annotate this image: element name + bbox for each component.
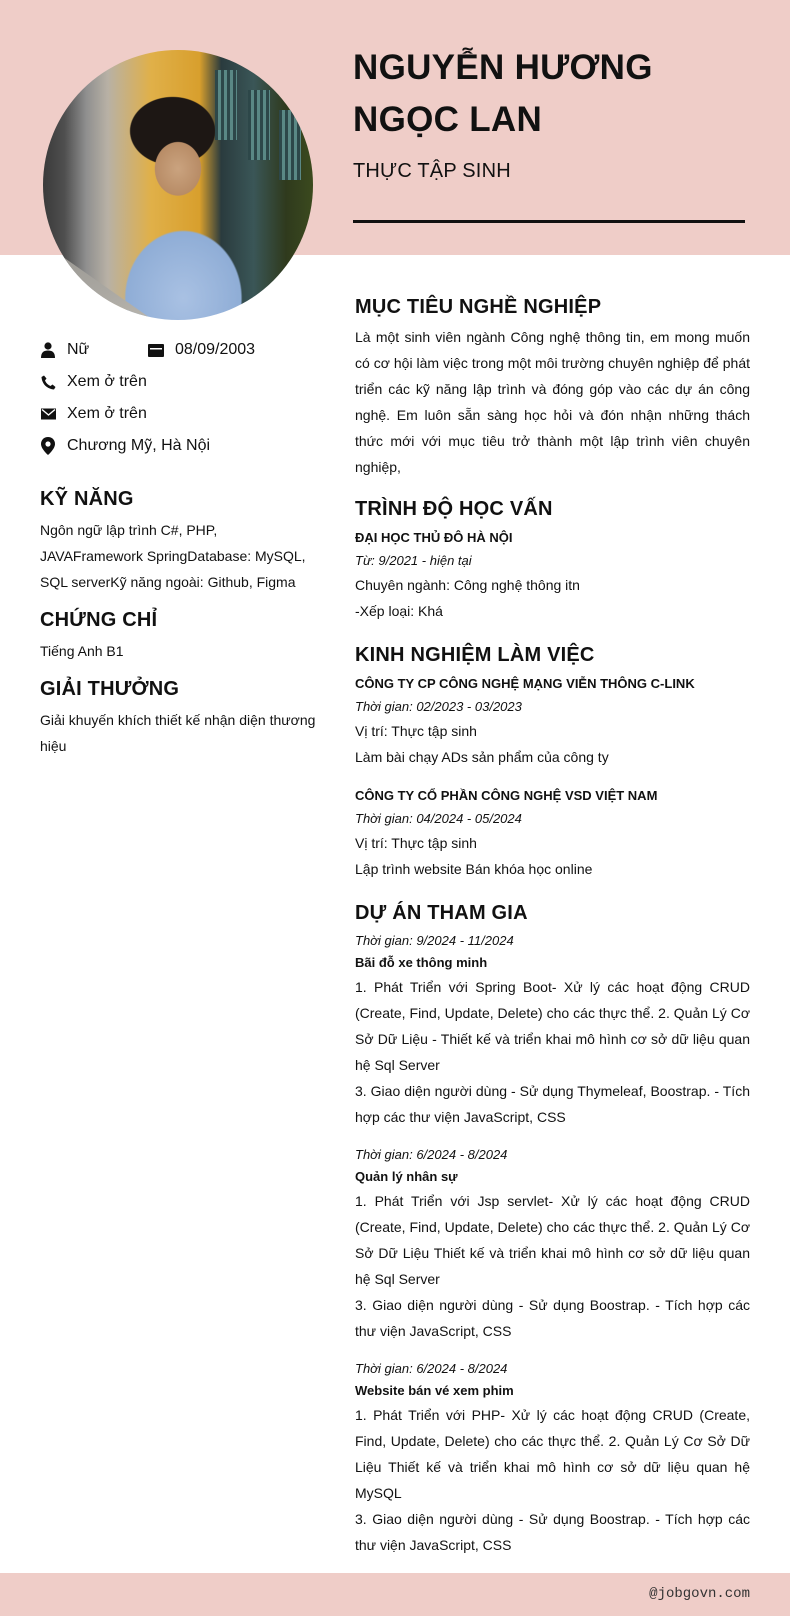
education-section: [355, 498, 750, 624]
address-value: Chương Mỹ, Hà Nội: [67, 437, 211, 454]
job-entry: [355, 784, 750, 882]
skills-text: Ngôn ngữ lập trình C#, PHP, JAVAFramework SpringDatabase: MySQL, SQL serverKỹ năng ngoài: Github, Figma: [40, 522, 306, 590]
project-detail: 3. Giao diện người dùng - Sử dụng Boostrap. - Tích hợp các thư viện JavaScript, CSS: [355, 1297, 750, 1339]
education-heading: TRÌNH ĐỘ HỌC VẤN: [355, 498, 553, 520]
person-icon: [40, 342, 56, 358]
certificates-heading: CHỨNG CHỈ: [40, 609, 158, 631]
candidate-name: NGUYỄN HƯƠNG NGỌC LAN: [353, 48, 653, 139]
project-detail: 1. Phát Triển với PHP- Xử lý các hoạt động CRUD (Create, Find, Update, Delete) cho các thực thể. 2. Quản Lý Cơ Sở Dữ Liệu Thiết kế và triển khai mô hình cơ sở dữ liệu quan hệ MySQL: [355, 1407, 750, 1501]
left-column: [40, 334, 320, 759]
skills-section: [40, 488, 320, 595]
skills-heading: KỸ NĂNG: [40, 488, 134, 510]
job-period: Thời gian: 04/2024 - 05/2024: [355, 811, 522, 826]
right-column: [355, 296, 750, 1558]
photo-window: [215, 70, 237, 140]
profile-photo: [43, 50, 313, 320]
project-entry: [355, 930, 750, 1130]
job-desc: Lập trình website Bán khóa học online: [355, 861, 593, 877]
dob-value: 08/09/2003: [175, 341, 256, 358]
info-row-phone: [40, 366, 320, 398]
info-row-address: [40, 430, 320, 462]
project-detail: 3. Giao diện người dùng - Sử dụng Boostrap. - Tích hợp các thư viện JavaScript, CSS: [355, 1511, 750, 1553]
experience-section: [355, 644, 750, 882]
job-entry: [355, 672, 750, 770]
awards-text: Giải khuyến khích thiết kế nhận diện thương hiệu: [40, 712, 316, 754]
awards-heading: GIẢI THƯỞNG: [40, 678, 180, 700]
project-period: Thời gian: 9/2024 - 11/2024: [355, 933, 514, 948]
photo-street: [43, 210, 153, 320]
certificates-text: Tiếng Anh B1: [40, 643, 124, 659]
project-detail: 1. Phát Triển với Spring Boot- Xử lý các hoạt động CRUD (Create, Find, Update, Delete) cho các thực thể. 2. Quản Lý Cơ Sở Dữ Liệu - Thiết kế và triển khai mô hình cơ sở dữ liệu quan hệ Sql Server: [355, 979, 750, 1073]
location-icon: [40, 438, 56, 454]
projects-section: [355, 902, 750, 1558]
objective-heading: MỤC TIÊU NGHỀ NGHIỆP: [355, 296, 602, 318]
footer-watermark: @jobgovn.com: [649, 1586, 750, 1602]
title-divider: [353, 220, 745, 223]
project-detail: 1. Phát Triển với Jsp servlet- Xử lý các hoạt động CRUD (Create, Find, Update, Delete) cho các thực thể. 2. Quản Lý Cơ Sở Dữ Liệu Thiết kế và triển khai mô hình cơ sở dữ liệu quan hệ Sql Server: [355, 1193, 750, 1287]
candidate-title: THỰC TẬP SINH: [353, 160, 511, 182]
email-value: Xem ở trên: [67, 405, 147, 422]
info-row-gender-dob: [40, 334, 320, 366]
job-company: CÔNG TY CP CÔNG NGHỆ MẠNG VIỄN THÔNG C-LINK: [355, 676, 695, 691]
objective-section: [355, 296, 750, 480]
objective-text: Là một sinh viên ngành Công nghệ thông tin, em mong muốn có cơ hội làm việc trong một môi trường chuyên nghiệp để phát triển các kỹ năng lập trình và đóng góp vào các dự án công nghệ. Em luôn sẵn sàng học hỏi và đón nhận những thách thức mới với mục tiêu trở thành một lập trình viên chuyên nghiệp,: [355, 329, 750, 475]
education-school: ĐẠI HỌC THỦ ĐÔ HÀ NỘI: [355, 530, 513, 545]
job-desc: Làm bài chạy ADs sản phẩm của công ty: [355, 749, 609, 765]
project-detail: 3. Giao diện người dùng - Sử dụng Thymeleaf, Boostrap. - Tích hợp các thư viện JavaScript, CSS: [355, 1083, 750, 1125]
project-entry: [355, 1358, 750, 1558]
education-rank: -Xếp loại: Khá: [355, 603, 443, 619]
project-entry: [355, 1144, 750, 1344]
awards-section: [40, 678, 320, 759]
projects-heading: DỰ ÁN THAM GIA: [355, 902, 528, 924]
job-position: Vị trí: Thực tập sinh: [355, 835, 477, 851]
experience-heading: KINH NGHIỆM LÀM VIỆC: [355, 644, 595, 666]
project-period: Thời gian: 6/2024 - 8/2024: [355, 1361, 508, 1376]
project-period: Thời gian: 6/2024 - 8/2024: [355, 1147, 508, 1162]
education-major: Chuyên ngành: Công nghệ thông itn: [355, 577, 580, 593]
education-period: Từ: 9/2021 - hiện tại: [355, 553, 472, 568]
calendar-icon: [148, 342, 164, 358]
gender-value: Nữ: [67, 341, 90, 358]
phone-value: Xem ở trên: [67, 373, 147, 390]
job-period: Thời gian: 02/2023 - 03/2023: [355, 699, 522, 714]
photo-window: [248, 90, 270, 160]
project-name: Quản lý nhân sự: [355, 1169, 458, 1184]
info-row-email: [40, 398, 320, 430]
email-icon: [40, 406, 56, 422]
project-name: Bãi đỗ xe thông minh: [355, 955, 488, 970]
certificates-section: [40, 609, 320, 664]
job-position: Vị trí: Thực tập sinh: [355, 723, 477, 739]
phone-icon: [40, 374, 56, 390]
job-company: CÔNG TY CỔ PHẦN CÔNG NGHỆ VSD VIỆT NAM: [355, 788, 658, 803]
project-name: Website bán vé xem phim: [355, 1383, 514, 1398]
photo-window: [279, 110, 301, 180]
